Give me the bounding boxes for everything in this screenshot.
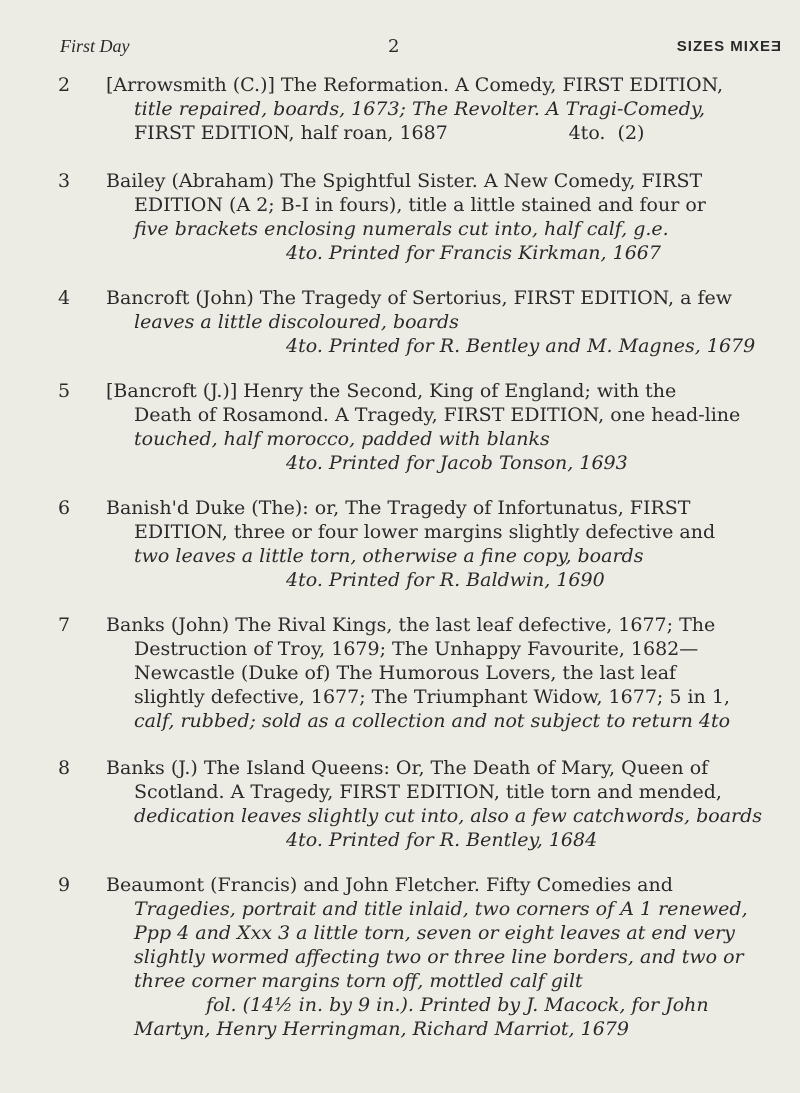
header-page-number: 2 bbox=[388, 36, 400, 57]
lot-line: Bailey (Abraham) The Spightful Sister. A New Comedy, FIRST bbox=[106, 170, 703, 192]
lot-entry bbox=[58, 379, 793, 475]
lot-number: 2 bbox=[58, 74, 71, 96]
lot-entry bbox=[58, 73, 793, 145]
lot-entry bbox=[58, 496, 793, 592]
lot-line: touched, half morocco, padded with blanks bbox=[134, 428, 550, 450]
lot-entry bbox=[58, 873, 793, 1041]
lot-entry bbox=[58, 613, 793, 733]
lot-line: Banks (John) The Rival Kings, the last leaf defective, 1677; The bbox=[106, 614, 716, 636]
lot-line: Ppp 4 and Xxx 3 a little torn, seven or eight leaves at end very bbox=[134, 922, 735, 944]
lot-line: Destruction of Troy, 1679; The Unhappy Favourite, 1682— bbox=[134, 638, 699, 660]
lot-line: FIRST EDITION, half roan, 1687 4to. (2) bbox=[134, 122, 645, 144]
lot-entry bbox=[58, 169, 793, 265]
header-sizes-mixed: SIZES MIXEƎ bbox=[676, 38, 782, 55]
lot-number: 9 bbox=[58, 874, 71, 896]
lot-number: 7 bbox=[58, 614, 71, 636]
lot-line: EDITION, three or four lower margins slightly defective and bbox=[134, 521, 716, 543]
lot-line: Scotland. A Tragedy, FIRST EDITION, title torn and mended, bbox=[134, 781, 722, 803]
lot-line: EDITION (A 2; B-I in fours), title a little stained and four or bbox=[134, 194, 706, 216]
page-header bbox=[0, 36, 800, 66]
lot-line: Banks (J.) The Island Queens: Or, The Death of Mary, Queen of bbox=[106, 757, 709, 779]
lot-line: Tragedies, portrait and title inlaid, two corners of A 1 renewed, bbox=[134, 898, 748, 920]
lot-line: five brackets enclosing numerals cut into, half calf, g.e. bbox=[134, 218, 669, 240]
lot-number: 5 bbox=[58, 380, 71, 402]
lot-line: [Arrowsmith (C.)] The Reformation. A Comedy, FIRST EDITION, bbox=[106, 74, 724, 96]
lot-imprint: 4to. Printed for Jacob Tonson, 1693 bbox=[286, 452, 628, 474]
lot-imprint: Martyn, Henry Herringman, Richard Marriot, 1679 bbox=[134, 1018, 629, 1040]
lot-number: 3 bbox=[58, 170, 71, 192]
lot-line: Newcastle (Duke of) The Humorous Lovers, the last leaf bbox=[134, 662, 677, 684]
lot-number: 6 bbox=[58, 497, 71, 519]
lot-line: three corner margins torn off, mottled calf gilt bbox=[134, 970, 583, 992]
lot-entry bbox=[58, 286, 793, 358]
lot-imprint: 4to. Printed for R. Bentley and M. Magnes, 1679 bbox=[286, 335, 756, 357]
lot-imprint: 4to. Printed for R. Baldwin, 1690 bbox=[286, 569, 605, 591]
lot-line: leaves a little discoloured, boards bbox=[134, 311, 459, 333]
lot-imprint: 4to. Printed for Francis Kirkman, 1667 bbox=[286, 242, 661, 264]
lot-line: title repaired, boards, 1673; The Revolter. A Tragi-Comedy, bbox=[134, 98, 706, 120]
lot-number: 4 bbox=[58, 287, 71, 309]
lot-entry bbox=[58, 756, 793, 852]
lot-imprint: fol. (14½ in. by 9 in.). Printed by J. Macock, for John bbox=[206, 994, 709, 1016]
lot-imprint: 4to. Printed for R. Bentley, 1684 bbox=[286, 829, 598, 851]
lot-line: Death of Rosamond. A Tragedy, FIRST EDITION, one head-line bbox=[134, 404, 741, 426]
lot-line: Beaumont (Francis) and John Fletcher. Fifty Comedies and bbox=[106, 874, 673, 896]
lot-line: Banish'd Duke (The): or, The Tragedy of Infortunatus, FIRST bbox=[106, 497, 691, 519]
lot-line: slightly wormed affecting two or three line borders, and two or bbox=[134, 946, 744, 968]
lot-line: slightly defective, 1677; The Triumphant Widow, 1677; 5 in 1, bbox=[134, 686, 730, 708]
header-day: First Day bbox=[60, 36, 130, 56]
lot-line: dedication leaves slightly cut into, also a few catchwords, boards bbox=[134, 805, 763, 827]
lot-line: [Bancroft (J.)] Henry the Second, King of England; with the bbox=[106, 380, 677, 402]
lot-number: 8 bbox=[58, 757, 71, 779]
lot-line: calf, rubbed; sold as a collection and not subject to return 4to bbox=[134, 710, 731, 732]
lot-line: two leaves a little torn, otherwise a fine copy, boards bbox=[134, 545, 644, 567]
lot-line: Bancroft (John) The Tragedy of Sertorius, FIRST EDITION, a few bbox=[106, 287, 733, 309]
